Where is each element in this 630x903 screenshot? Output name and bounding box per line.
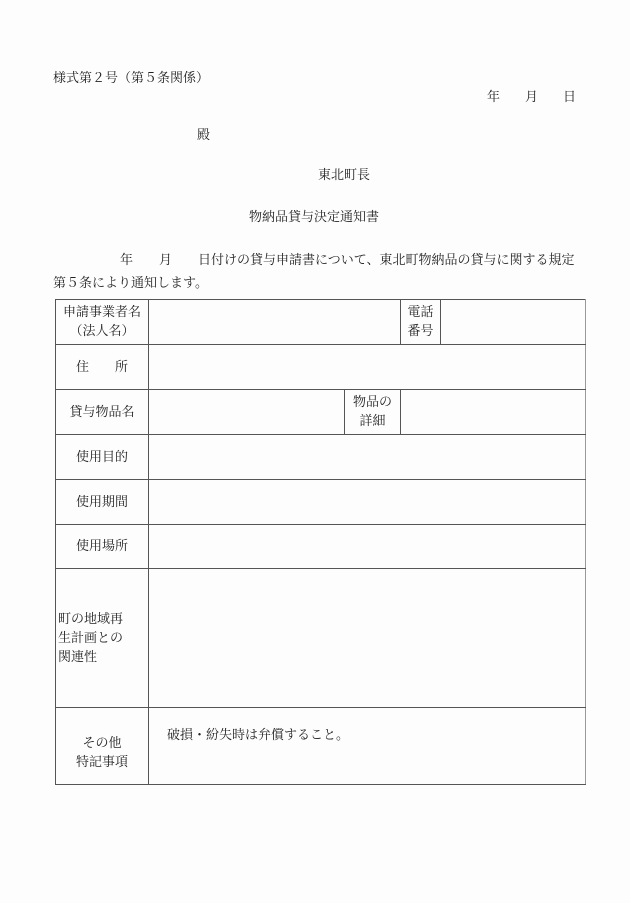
sender-name: 東北町長 <box>318 168 371 183</box>
body-month: 月 <box>159 253 173 268</box>
date-day: 日 <box>563 90 577 105</box>
address-field[interactable] <box>149 345 586 390</box>
item-details-field[interactable] <box>401 390 586 435</box>
applicant-name-field[interactable] <box>149 300 401 345</box>
body-line-2: 第５条により通知します。 <box>53 276 208 291</box>
addressee-suffix: 殿 <box>197 128 211 143</box>
row-label: 住 所 <box>56 345 149 390</box>
row-label: 町の地域再 生計画との 関連性 <box>56 569 149 708</box>
item-name-field[interactable] <box>149 390 345 435</box>
regional-plan-relevance-field[interactable] <box>149 569 586 708</box>
application-details-table <box>55 299 586 785</box>
table-row <box>56 569 586 708</box>
row-sub-label: 電話 番号 <box>401 300 441 345</box>
table-row <box>56 525 586 569</box>
table-row <box>56 480 586 525</box>
row-label: 申請事業者名 （法人名） <box>56 300 149 345</box>
table-row <box>56 708 586 785</box>
document-title: 物納品貸与決定通知書 <box>249 210 380 225</box>
body-line-1 <box>120 249 575 268</box>
row-label: 使用目的 <box>56 435 149 480</box>
period-field[interactable] <box>149 480 586 525</box>
table-row <box>56 345 586 390</box>
body-text: 日付けの貸与申請書について、東北町物納品の貸与に関する規定 <box>198 253 575 268</box>
table-row <box>56 435 586 480</box>
body-year: 年 <box>120 253 134 268</box>
row-label: 使用期間 <box>56 480 149 525</box>
table-row <box>56 390 586 435</box>
row-label: 貸与物品名 <box>56 390 149 435</box>
phone-number-field[interactable] <box>441 300 586 345</box>
row-label: 使用場所 <box>56 525 149 569</box>
form-number: 様式第２号（第５条関係） <box>53 71 210 86</box>
date-year: 年 <box>487 90 501 105</box>
row-label: その他 特記事項 <box>56 708 149 785</box>
issue-date <box>487 86 576 105</box>
date-month: 月 <box>525 90 539 105</box>
row-sub-label: 物品の 詳細 <box>345 390 401 435</box>
location-field[interactable] <box>149 525 586 569</box>
special-notes-field[interactable]: 破損・紛失時は弁償すること。 <box>149 708 586 785</box>
table-row <box>56 300 586 345</box>
purpose-field[interactable] <box>149 435 586 480</box>
